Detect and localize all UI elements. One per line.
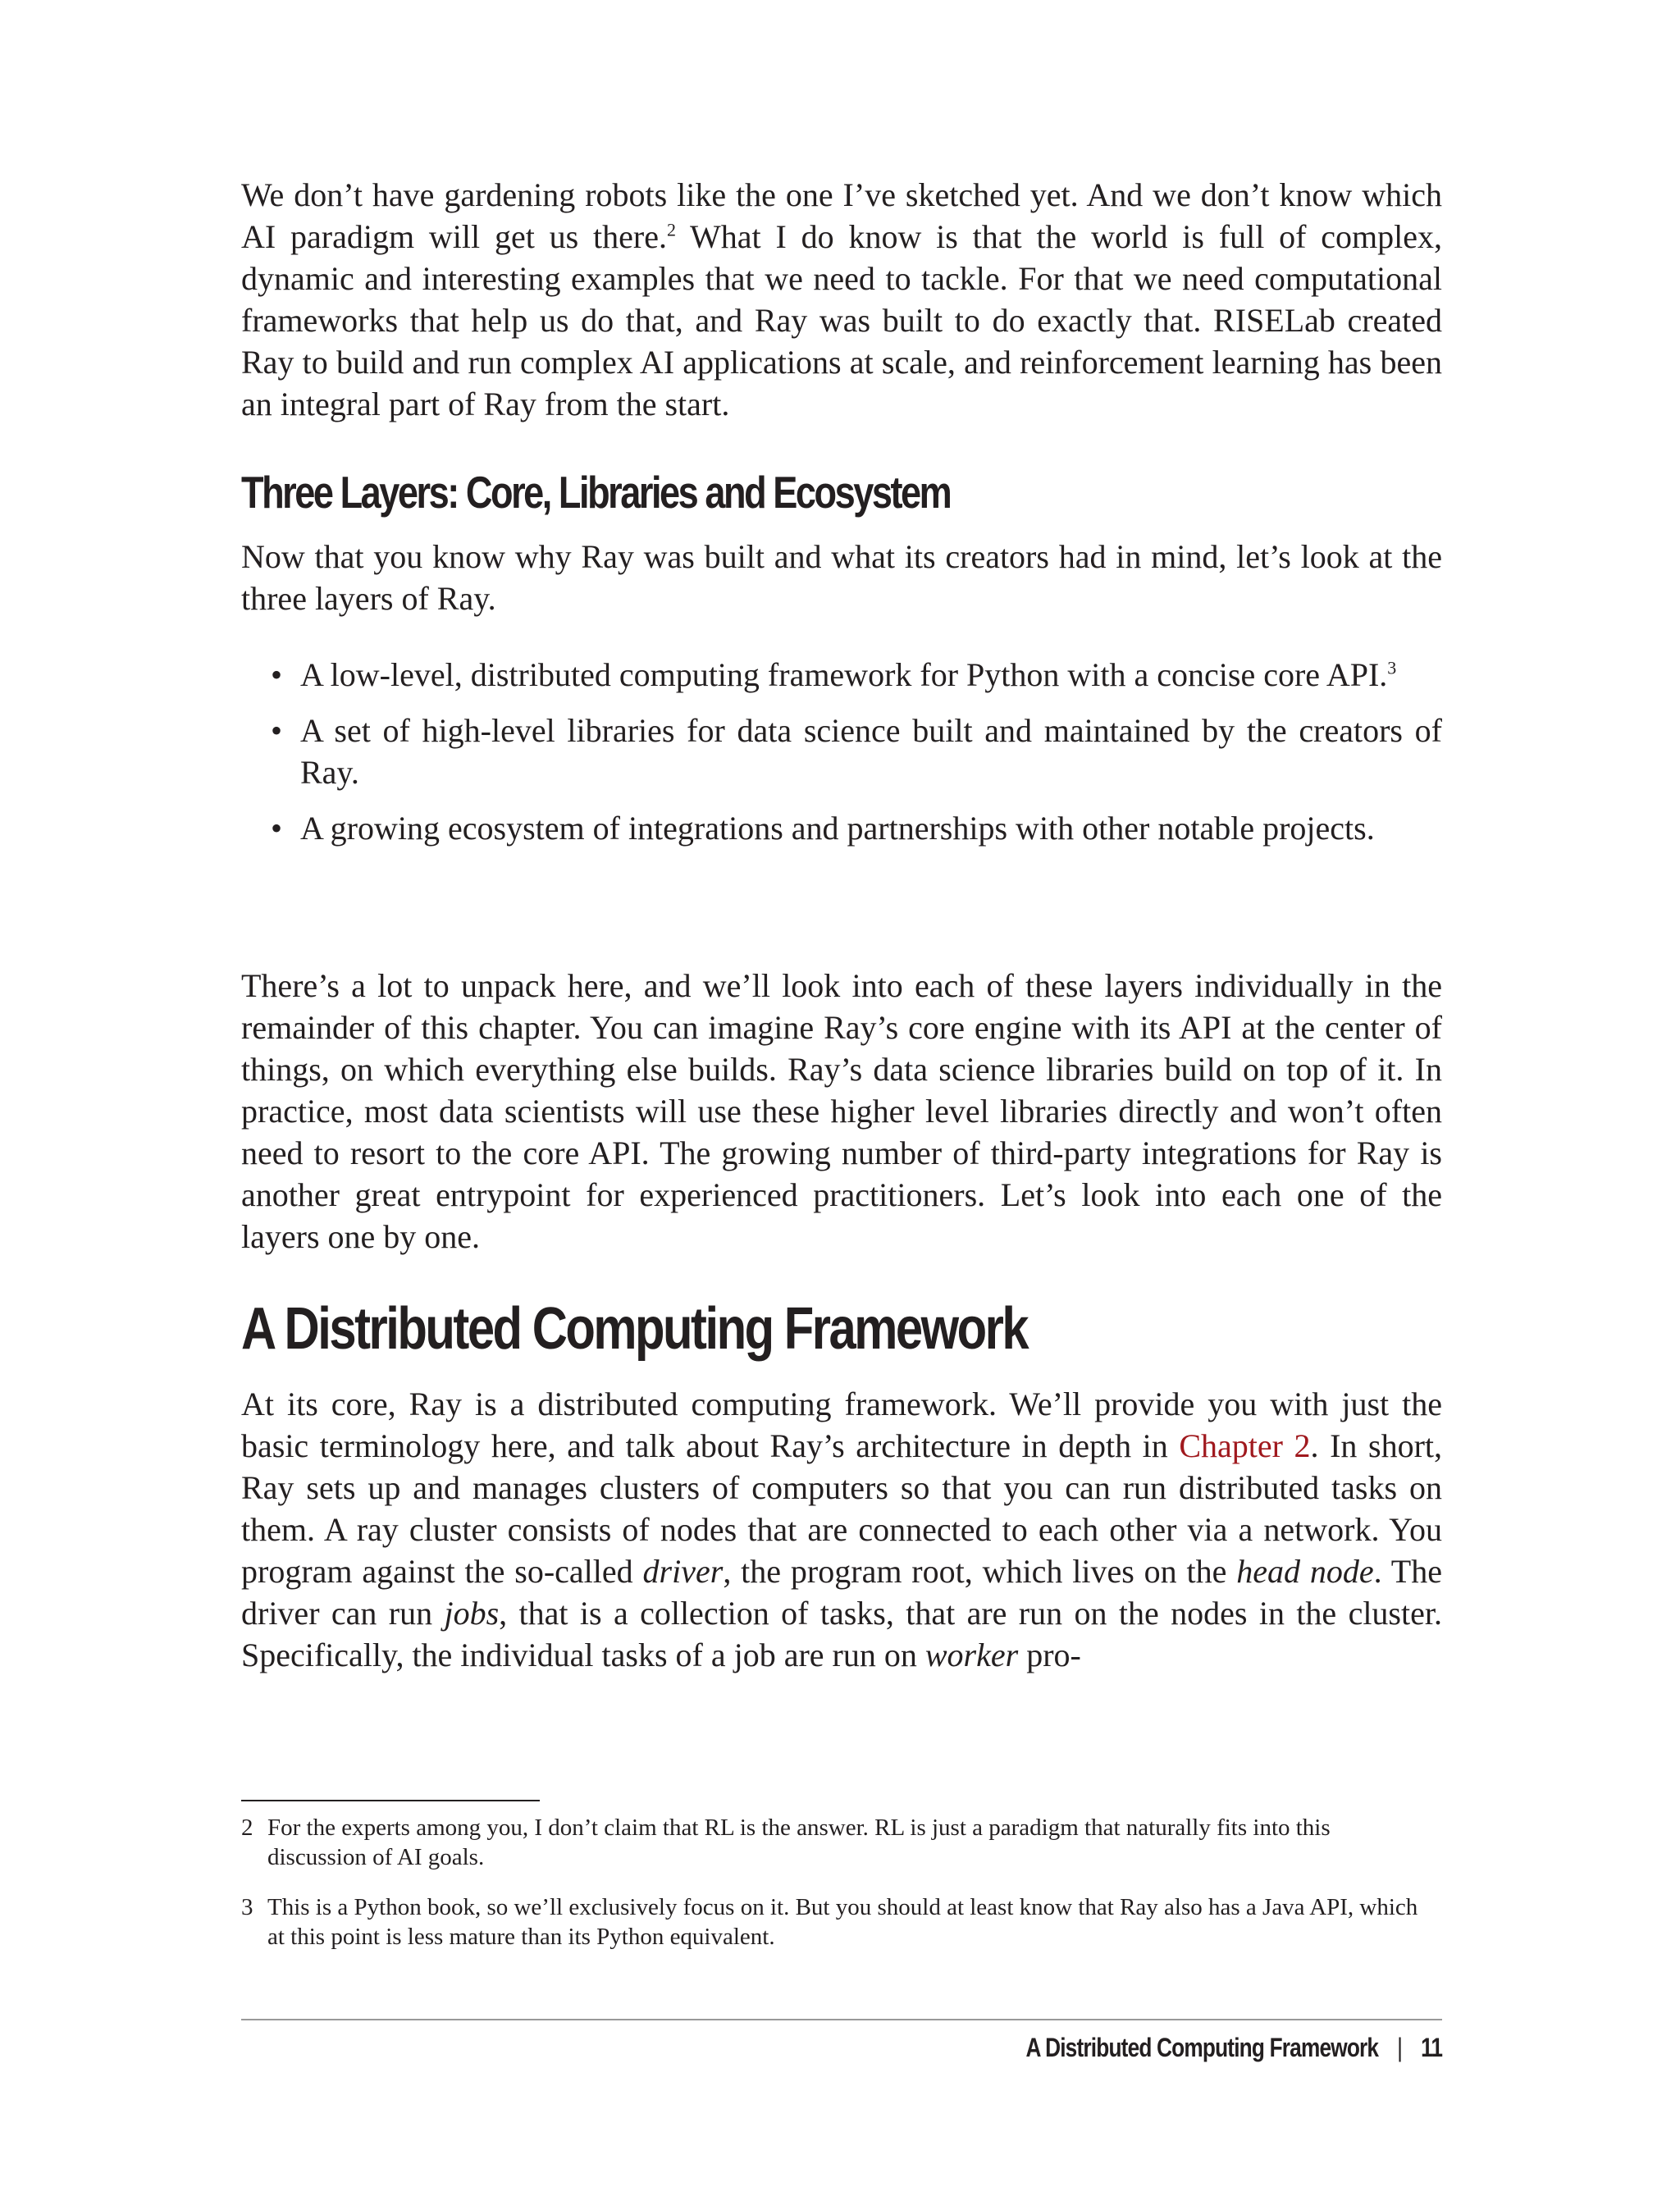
- main-heading-block: [241, 1293, 1442, 1365]
- section-heading: Three Layers: Core, Libraries and Ecosystem: [241, 467, 951, 518]
- chapter-2-link[interactable]: Chapter 2: [1179, 1427, 1311, 1464]
- running-footer: [1025, 2030, 1442, 2065]
- list-item: • A set of high-level libraries for data science built and maintained by the creators of Ray.: [241, 710, 1442, 793]
- intro-paragraph: We don’t have gardening robots like the one I’ve sketched yet. And we don’t know which AI paradigm will get us there.$^2$ What I do know is that the world is full of complex, dynamic and interesting examples that we need to tackle. For that we need computational frameworks that help us do that, and Ray was built to do exactly that. RISELab created Ray to build and run complex AI applications at scale, and reinforcement learning has been an integral part of Ray from the start.: [241, 176, 1442, 422]
- footnote-ref-3[interactable]: 3: [1387, 657, 1397, 678]
- framework-paragraph-block: [241, 1383, 1442, 1676]
- footnote-divider: [241, 1800, 540, 1801]
- footer-separator: |: [1396, 2033, 1402, 2062]
- footnote-ref-2[interactable]: 2: [666, 219, 676, 240]
- page-number: 11: [1420, 2033, 1442, 2062]
- layers-list: [241, 654, 1442, 849]
- bullet-icon: •: [271, 810, 283, 847]
- main-heading: A Distributed Computing Framework: [241, 1296, 1028, 1362]
- footnote-text: For the experts among you, I don’t claim that RL is the answer. RL is just a paradigm that naturally fits into this discussion of AI goals.: [267, 1815, 1331, 1870]
- intro-paragraph-block: [241, 174, 1442, 425]
- layers-list-block: [241, 654, 1442, 863]
- section-intro: Now that you know why Ray was built and what its creators had in mind, let’s look at the three layers of Ray.: [241, 538, 1442, 617]
- section-heading-block: [241, 464, 1442, 520]
- bullet-icon: •: [271, 656, 283, 693]
- layers-paragraph-block: [241, 965, 1442, 1258]
- running-title: A Distributed Computing Framework: [1025, 2033, 1378, 2062]
- list-item: • A low-level, distributed computing framework for Python with a concise core API.$^3$: [241, 654, 1442, 696]
- footnote-text: This is a Python book, so we’ll exclusively focus on it. But you should at least know that Ray also has a Java API, which at this point is less mature than its Python equivalent.: [267, 1894, 1418, 1950]
- footnote-3: [241, 1892, 1432, 1952]
- footer-divider: [241, 2019, 1442, 2020]
- framework-paragraph: At its core, Ray is a distributed computing framework. We’ll provide you with just the basic terminology here, and talk about Ray’s architecture in depth in Chapter 2. In short, Ray sets up and manages clusters of computers so that you can run distributed tasks on them. A ray cluster consists of nodes that are connected to each other via a network. You program against the so-called driver, the program root, which lives on the head node. The driver can run jobs, that is a collection of tasks, that are run on the nodes in the cluster. Specifically, the individual tasks of a job are run on worker pro-: [241, 1386, 1443, 1673]
- footnote-number: 3: [241, 1894, 253, 1920]
- layers-paragraph: There’s a lot to unpack here, and we’ll look into each of these layers individually in the remainder of this chapter. You can imagine Ray’s core engine with its API at the center of things, on which everything else builds. Ray’s data science libraries build on top of it. In practice, most data scientists will use these higher level libraries directly and won’t often need to resort to the core API. The growing number of third-party integrations for Ray is another great entrypoint for experienced practitioners. Let’s look into each one of the layers one by one.: [241, 967, 1442, 1255]
- list-item: • A growing ecosystem of integrations and partnerships with other notable projects.: [241, 807, 1442, 849]
- footnote-2: [241, 1813, 1432, 1872]
- footnote-number: 2: [241, 1815, 253, 1841]
- bullet-icon: •: [271, 712, 283, 749]
- section-intro-block: [241, 536, 1442, 619]
